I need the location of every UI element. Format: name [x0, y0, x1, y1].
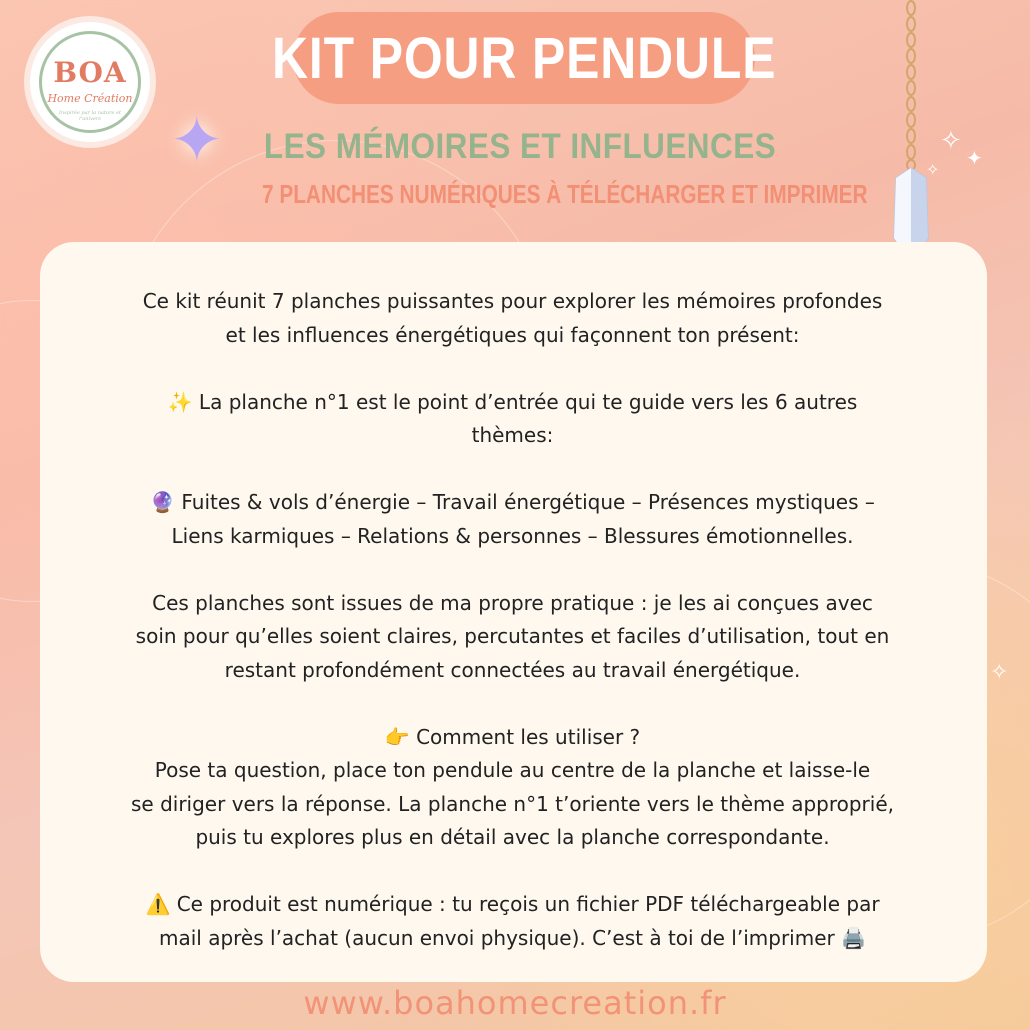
text-line: Ces planches sont issues de ma propre pratique : je les ai conçues avec	[152, 590, 873, 615]
logo-tagline: Inspirée par la nature et l'univers	[58, 110, 122, 122]
pendulum-chain-icon	[904, 0, 918, 170]
logo-main-text: BOA	[53, 56, 127, 89]
sparkle-icon: ✧	[990, 660, 1009, 685]
text-line: ✨ La planche n°1 est le point d’entrée qui te guide vers les 6 autres	[167, 389, 858, 414]
text-line: mail après l’achat (aucun envoi physique). C’est à toi de l’imprimer 🖨️	[158, 925, 866, 950]
text-line: Pose ta question, place ton pendule au centre de la planche et laisse-le	[154, 758, 871, 782]
logo-sub-text: Home Création	[47, 92, 133, 105]
text-line: puis tu explores plus en détail avec la planche correspondante.	[195, 825, 830, 849]
website-url: www.boahomecreation.fr	[303, 984, 727, 1022]
brand-logo	[30, 22, 150, 142]
sparkle-icon: ✦	[170, 104, 224, 178]
sparkle-icon: ✧	[926, 160, 940, 179]
text-line: 👉 Comment les utiliser ?	[384, 724, 641, 749]
text-line: restant profondément connectées au travail énergétique.	[224, 657, 801, 682]
text-line: Liens karmiques – Relations & personnes – Blessures émotionnelles.	[171, 523, 854, 548]
text-line: 🔮 Fuites & vols d’énergie – Travail énergétique – Présences mystiques –	[150, 490, 875, 514]
text-line: se diriger vers la réponse. La planche n°1 t’oriente vers le thème approprié,	[131, 791, 894, 816]
text-line: Ce kit réunit 7 planches puissantes pour explorer les mémoires profondes	[142, 289, 883, 313]
page-subtitle: LES MÉMOIRES ET INFLUENCES	[263, 127, 777, 166]
sparkle-icon: ✧	[940, 126, 962, 156]
page-tagline: 7 PLANCHES NUMÉRIQUES À TÉLÉCHARGER ET IMPRIMER	[262, 179, 868, 209]
text-line: soin pour qu’elles soient claires, percutantes et faciles d’utilisation, tout en	[135, 624, 890, 648]
page-title: KIT POUR PENDULE	[271, 25, 777, 91]
text-line: thèmes:	[471, 423, 554, 447]
title-banner	[271, 12, 777, 104]
text-line: et les influences énergétiques qui façonnent ton présent:	[225, 322, 800, 347]
sparkle-icon: ✦	[966, 146, 983, 170]
description-text	[60, 285, 965, 955]
text-line: ⚠️ Ce produit est numérique : tu reçois un fichier PDF téléchargeable par	[145, 892, 880, 916]
